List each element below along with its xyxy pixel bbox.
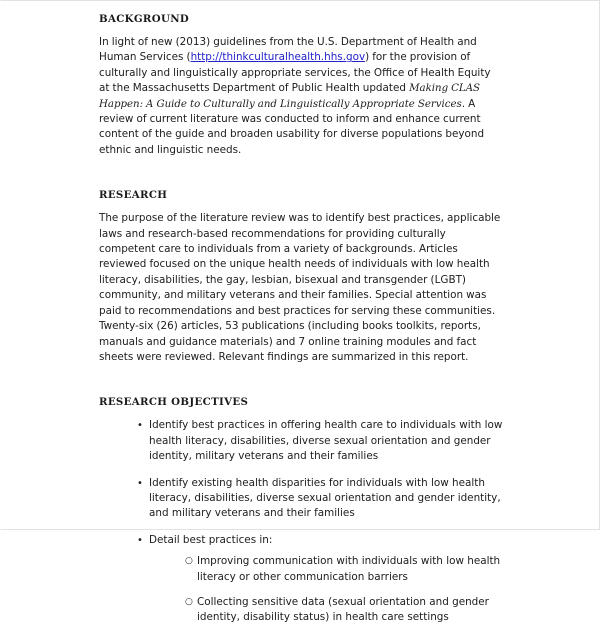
list-item-label: Detail best practices in: bbox=[149, 533, 273, 546]
background-text-part-2: ) for the provision of culturally and linguistically appropriate services, the Office of Health Equity at the Massachusetts Department of Public Health updated bbox=[99, 51, 491, 95]
list-item-label: Identify best practices in offering health care to individuals with low health literacy, disabilities, diverse sexual orientation and gender identity, military veterans and their families bbox=[149, 419, 503, 463]
section-heading-research: RESEARCH bbox=[99, 189, 168, 202]
paragraph-research: The purpose of the literature review was to identify best practices, applicable laws and research-based recommendations for providing culturally competent care to individuals from a variety of backgrounds. Articles reviewed focused on the unique health needs of individuals with low health literacy, disabilities, the gay, lesbian, bisexual and transgender (LGBT) community, and military veterans and their families. Special attention was paid to recommendations and best practices for serving these communities. Twenty-six (26) articles, 53 publications (including books toolkits, reports, manuals and guidance materials) and 7 online training modules and fact sheets were reviewed. Relevant findings are summarized in this report. bbox=[99, 212, 501, 363]
list-item bbox=[149, 595, 503, 626]
section-heading-background: BACKGROUND bbox=[99, 13, 190, 25]
paragraph-background bbox=[99, 35, 503, 158]
list-item bbox=[149, 554, 503, 585]
section-heading-research-objectives: RESEARCH OBJECTIVES bbox=[99, 396, 249, 409]
spacer bbox=[99, 409, 503, 418]
background-text-part-3: . A review of current literature was conducted to inform and enhance current content of the guide and broaden usability for diverse populations beyond ethnic and linguistic needs. bbox=[99, 97, 485, 156]
bullet-icon: • bbox=[137, 477, 143, 489]
list-item-label: Improving communication with individuals with low health literacy or other communication barriers bbox=[197, 555, 501, 583]
list-item bbox=[99, 533, 503, 626]
circle-bullet-icon: ○ bbox=[185, 596, 193, 607]
guide-title-italic: Making CLAS Happen: A Guide to Culturally and Linguistically Appropriate Services bbox=[99, 83, 481, 110]
background-text-part-1: In light of new (2013) guidelines from the U.S. Department of Health and Human Services ( bbox=[99, 36, 477, 64]
list-item-label: Collecting sensitive data (sexual orientation and gender identity, disability status) in health care settings bbox=[197, 595, 489, 624]
spacer bbox=[99, 158, 503, 189]
list-item bbox=[99, 476, 503, 522]
spacer bbox=[99, 26, 503, 35]
spacer bbox=[99, 202, 503, 211]
list-item bbox=[99, 418, 503, 464]
bullet-icon: • bbox=[137, 420, 143, 432]
bullet-icon: • bbox=[137, 534, 143, 546]
thinkculturalhealth-link[interactable]: http://thinkculturalhealth.hhs.gov bbox=[190, 51, 366, 64]
spacer bbox=[99, 365, 503, 396]
list-item-label: Identify existing health disparities for individuals with low health literacy, disabilities, diverse sexual orientation and gender identity, and military veterans and their families bbox=[149, 476, 501, 520]
document-content bbox=[99, 13, 503, 626]
research-objectives-list bbox=[99, 418, 503, 625]
detail-best-practices-sublist bbox=[149, 554, 503, 626]
circle-bullet-icon: ○ bbox=[185, 556, 193, 567]
